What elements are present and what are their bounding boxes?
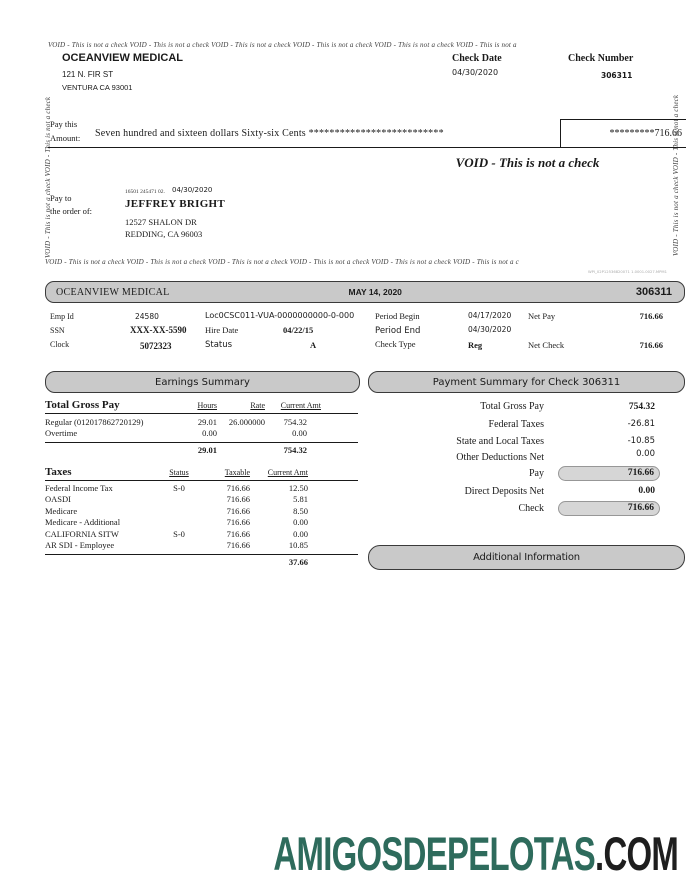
company-address-line2: VENTURA CA 93001 [62, 83, 133, 92]
tax-taxable: 716.66 [226, 528, 250, 539]
tax-row [45, 494, 358, 506]
amount-in-words: Seven hundred and sixteen dollars Sixty-six Cents ************************** [95, 128, 444, 139]
payment-row-value: 716.66 [558, 501, 660, 516]
net-check-value: 716.66 [639, 340, 663, 350]
rate-column-header: Rate [250, 401, 265, 410]
micr-code: 16501 245471 02. [125, 189, 165, 195]
earning-label: Regular (012017862720129) [45, 416, 144, 427]
tax-label: Medicare - Additional [45, 517, 121, 527]
tax-row [45, 529, 358, 541]
tax-taxable: 716.66 [226, 505, 250, 516]
hire-date-value: 04/22/15 [283, 325, 314, 335]
earning-hours: 29.01 [197, 416, 217, 427]
tax-label: CALIFORNIA SITW [45, 528, 119, 539]
check-date-label: Check Date [452, 53, 502, 64]
void-watermark-left: VOID - This is not a check VOID - This is not a check [44, 96, 52, 258]
gross-pay-heading: Total Gross Pay [45, 400, 120, 411]
amount-box [560, 119, 686, 148]
payment-summary [368, 398, 685, 517]
tax-row [45, 540, 358, 552]
total-gross-amount: 754.32 [283, 444, 307, 455]
void-stamp: VOID - This is not a check [455, 155, 600, 170]
tax-label: Federal Income Tax [45, 482, 113, 493]
payment-row-label: State and Local Taxes [456, 435, 544, 447]
site-watermark [273, 826, 678, 881]
tax-taxable: 716.66 [226, 482, 250, 493]
tax-label: Medicare [45, 505, 78, 516]
amount-label: Amount: [50, 133, 81, 143]
clock-label: Clock [50, 340, 70, 349]
check-type-label: Check Type [375, 339, 416, 349]
status-value: A [310, 340, 317, 350]
current-amt-column-header: Current Amt [267, 468, 308, 477]
period-begin-value: 04/17/2020 [468, 311, 512, 320]
tax-taxable: 716.66 [226, 540, 250, 550]
emp-id-value: 24580 [135, 312, 159, 321]
period-end-label: Period End [375, 326, 421, 336]
brand-tld-text: .COM [594, 827, 678, 880]
tax-amount: 0.00 [293, 517, 308, 527]
payment-summary-row [368, 465, 685, 482]
additional-information-title: Additional Information [473, 552, 580, 563]
fine-print: WPI_02P12536820071 1.0001.0027.MPM1 [588, 270, 667, 275]
pay-to-label-line1: Pay to [50, 193, 72, 203]
check-date-value: 04/30/2020 [452, 68, 499, 77]
payment-summary-row [368, 398, 685, 415]
status-label: Status [205, 340, 233, 350]
payment-row-value: 754.32 [628, 401, 655, 412]
hours-column-header: Hours [197, 401, 217, 410]
status-column-header: Status [169, 468, 189, 477]
clock-value: 5072323 [140, 341, 172, 351]
hire-date-label: Hire Date [205, 325, 239, 335]
payment-row-value: -26.81 [627, 419, 655, 430]
payee-address-line2: REDDING, CA 96003 [125, 229, 203, 239]
payment-summary-row [368, 500, 685, 517]
period-begin-label: Period Begin [375, 311, 420, 321]
taxes-heading: Taxes [45, 466, 72, 478]
check-type-value: Reg [468, 340, 483, 350]
gross-pay-total-row [45, 442, 358, 457]
payment-row-value: 0.00 [638, 486, 655, 497]
payment-row-label: Total Gross Pay [480, 401, 544, 413]
check-number-value: 306311 [601, 71, 633, 80]
pay-this-label: Pay this [50, 119, 78, 129]
stub-pay-date: MAY 14, 2020 [348, 287, 402, 297]
emp-id-label: Emp Id [50, 312, 74, 321]
tax-label: OASDI [45, 494, 71, 504]
amount-numeric: *********716.66 [609, 128, 682, 139]
payment-row-value: 0.00 [636, 448, 655, 459]
tax-amount: 5.81 [293, 494, 308, 504]
net-check-label: Net Check [528, 340, 565, 350]
location-code: Loc0CSC011-VUA-0000000000-0-000 [205, 311, 355, 320]
stub-company-name: OCEANVIEW MEDICAL [56, 286, 170, 298]
payment-summary-row [368, 483, 685, 500]
payment-summary-row [368, 415, 685, 432]
net-pay-value: 716.66 [639, 311, 663, 321]
earnings-row-regular [45, 417, 358, 429]
payment-summary-row [368, 450, 685, 465]
tax-amount: 0.00 [293, 528, 308, 539]
payment-row-label: Federal Taxes [488, 418, 544, 430]
pay-to-label-line2: the order of: [50, 206, 93, 216]
tax-row [45, 517, 358, 529]
earning-amount: 754.32 [283, 416, 307, 427]
company-name: OCEANVIEW MEDICAL [62, 52, 183, 64]
void-watermark-right: VOID - This is not a check VOID - This is not a check [672, 94, 680, 256]
net-pay-label: Net Pay [528, 311, 556, 321]
total-hours: 29.01 [197, 444, 217, 455]
payee-address-line1: 12527 SHALON DR [125, 217, 197, 227]
tax-amount: 8.50 [293, 505, 308, 516]
tax-label: AR SDI - Employee [45, 540, 115, 550]
earning-label: Overtime [45, 428, 78, 438]
payment-row-label: Check [518, 503, 544, 515]
ssn-value: XXX-XX-5590 [130, 325, 187, 335]
payment-summary-row [368, 433, 685, 450]
taxes-header-row [45, 467, 358, 481]
current-amt-column-header: Current Amt [280, 401, 321, 410]
earnings-summary-title: Earnings Summary [155, 376, 250, 388]
payment-row-label: Direct Deposits Net [464, 485, 544, 497]
tax-amount: 12.50 [288, 482, 308, 493]
earnings-row-overtime [45, 428, 358, 440]
ssn-label: SSN [50, 326, 65, 335]
tax-row [45, 506, 358, 518]
payment-row-value: 716.66 [558, 466, 660, 481]
period-end-value: 04/30/2020 [468, 325, 512, 334]
check-number-label: Check Number [568, 53, 634, 64]
earnings-table [45, 400, 358, 568]
payment-row-label: Pay [529, 468, 544, 480]
company-address-line1: 121 N. FIR ST [62, 70, 114, 79]
tax-taxable: 716.66 [226, 494, 250, 504]
taxes-total-row [45, 554, 358, 569]
total-taxes-amount: 37.66 [288, 556, 308, 567]
payee-name: JEFFREY BRIGHT [125, 198, 226, 210]
tax-taxable: 716.66 [226, 517, 250, 527]
taxable-column-header: Taxable [224, 468, 250, 477]
tax-row [45, 483, 358, 495]
payment-row-label: Other Deductions Net [456, 452, 544, 464]
payment-summary-bar [368, 371, 685, 393]
stub-header-bar [45, 281, 685, 303]
earnings-summary-bar [45, 371, 360, 393]
micr-date: 04/30/2020 [172, 186, 213, 194]
earning-rate: 26.000000 [228, 416, 265, 427]
amount-underline [48, 147, 560, 148]
tax-status: S-0 [173, 528, 185, 539]
void-watermark-bottom: VOID - This is not a check VOID - This is not a check VOID - This is not a check VOID - This is not a check VOID - This is not a check VOID - This is not a c [45, 258, 519, 266]
payment-summary-title: Payment Summary for Check 306311 [432, 376, 621, 388]
additional-information-bar [368, 545, 685, 570]
earning-amount: 0.00 [292, 428, 307, 438]
payment-row-value: -10.85 [627, 436, 655, 447]
brand-name-text: AMIGOSDEPELOTAS [273, 827, 595, 880]
void-watermark-top: VOID - This is not a check VOID - This is not a check VOID - This is not a check VOID - This is not a check VOID - This is not a check VOID - This is not a [48, 41, 517, 49]
earning-hours: 0.00 [202, 428, 217, 438]
tax-status: S-0 [173, 482, 185, 493]
stub-check-number: 306311 [635, 286, 672, 298]
gross-pay-header-row [45, 400, 358, 414]
tax-amount: 10.85 [288, 540, 308, 550]
